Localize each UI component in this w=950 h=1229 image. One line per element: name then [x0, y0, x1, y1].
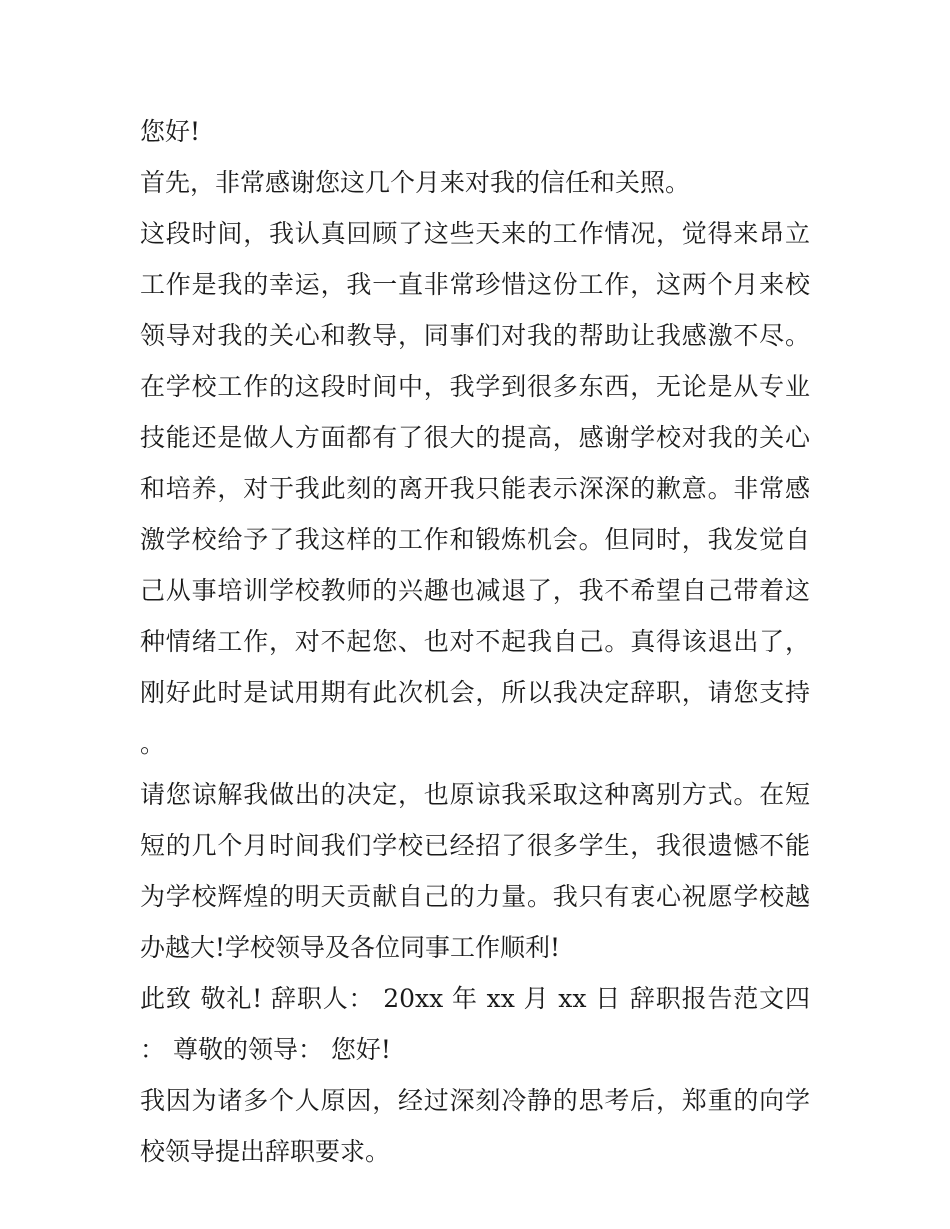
reflection-paragraph: 这段时间，我认真回顾了这些天来的工作情况，觉得来昂立工作是我的幸运，我一直非常珍惜这份工作，这两个月来校领导对我的关心和教导，同事们对我的帮助让我感激不尽。在学校工作的这段时间中，我学到很多东西，无论是从专业技能还是做人方面都有了很大的提高，感谢学校对我的关心和培养，对于我此刻的离开我只能表示深深的歉意。非常感激学校给予了我这样的工作和锻炼机会。但同时，我发觉自己从事培训学校教师的兴趣也减退了，我不希望自己带着这种情绪工作，对不起您、也对不起我自己。真得该退出了，刚好此时是试用期有此次机会，所以我决定辞职，请您支持。: [140, 219, 810, 758]
closing-paragraph: 此致 敬礼! 辞职人： 20xx 年 xx 月 xx 日 辞职报告范文四： 尊敬的领导： 您好!: [140, 984, 810, 1064]
greeting-paragraph: 您好!: [140, 117, 201, 146]
apology-paragraph: 请您谅解我做出的决定，也原谅我采取这种离别方式。在短短的几个月时间我们学校已经招了很多学生，我很遗憾不能为学校辉煌的明天贡献自己的力量。我只有衷心祝愿学校越办越大!学校领导及各位同事工作顺利!: [140, 780, 810, 962]
thanks-paragraph: 首先，非常感谢您这几个月来对我的信任和关照。: [140, 168, 691, 197]
resignation-paragraph: 我因为诸多个人原因，经过深刻冷静的思考后，郑重的向学校领导提出辞职要求。: [140, 1086, 810, 1166]
letter-body: [140, 106, 810, 1177]
